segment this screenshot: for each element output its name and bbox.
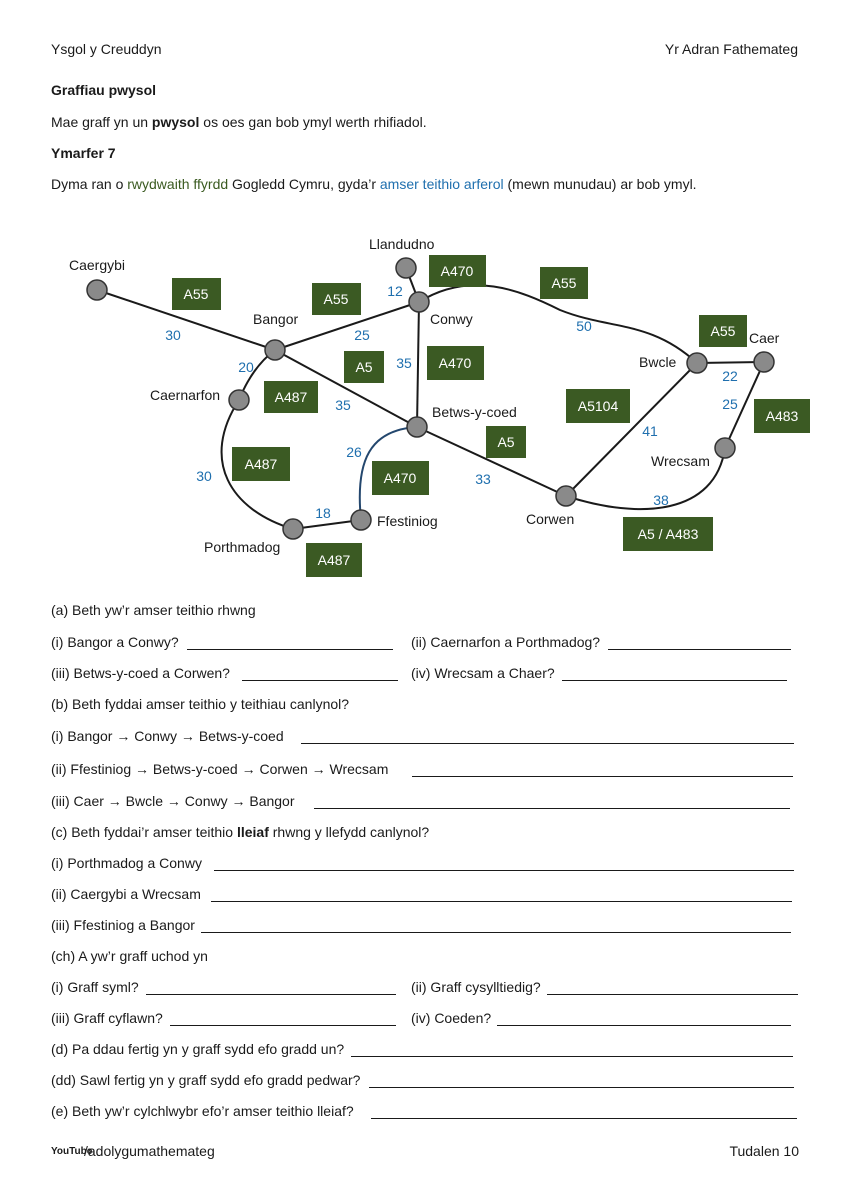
edge-weight: 35: [335, 397, 351, 413]
road-label: A487: [317, 552, 351, 568]
road-label: A487: [244, 456, 278, 472]
edge-weight: 30: [196, 468, 212, 484]
road-label: A5: [497, 434, 515, 450]
question-ch2: (ii) Graff cysylltiedig?: [411, 979, 541, 995]
question-c1: (i) Porthmadog a Conwy: [51, 855, 202, 871]
road-label: A487: [274, 389, 308, 405]
node-conwy: [409, 292, 429, 312]
question-a1: (i) Bangor a Conwy?: [51, 634, 179, 650]
node-corwen: [556, 486, 576, 506]
town-label: Bangor: [253, 311, 299, 327]
road-label: A470: [440, 263, 474, 279]
answer-line-b2[interactable]: [412, 776, 793, 777]
youtube-logo-icon: [51, 1142, 93, 1158]
edge-weight: 25: [354, 327, 370, 343]
edge-weight: 30: [165, 327, 181, 343]
road-label: A55: [551, 275, 577, 291]
question-a-title: (a) Beth yw’r amser teithio rhwng: [51, 602, 256, 618]
question-d: (d) Pa ddau fertig yn y graff sydd efo gradd un?: [51, 1041, 345, 1057]
town-label: Conwy: [430, 311, 473, 327]
edge-conwy-betws: [417, 302, 419, 427]
node-caer: [754, 352, 774, 372]
road-label: A470: [438, 355, 472, 371]
question-ch-title: (ch) A yw’r graff uchod yn: [51, 948, 208, 964]
edge-weight: 25: [722, 396, 738, 412]
question-ch4: (iv) Coeden?: [411, 1010, 492, 1026]
question-a2: (ii) Caernarfon a Porthmadog?: [411, 634, 601, 650]
node-ffestiniog: [351, 510, 371, 530]
edge-weight: 18: [315, 505, 331, 521]
question-dd: (dd) Sawl fertig yn y graff sydd efo gradd pedwar?: [51, 1072, 361, 1088]
department-name: Yr Adran Fathemateg: [664, 41, 798, 57]
town-label: Corwen: [526, 511, 575, 527]
node-caergybi: [87, 280, 107, 300]
answer-line-a1[interactable]: [187, 649, 393, 650]
edge-weight: 12: [387, 283, 403, 299]
road-label: A55: [323, 291, 349, 307]
node-betws: [407, 417, 427, 437]
question-a3: (iii) Betws-y-coed a Corwen?: [51, 665, 230, 681]
svg-text:YouTube: YouTube: [51, 1146, 93, 1157]
edge-weight: 22: [722, 368, 738, 384]
road-label: A5 / A483: [637, 526, 699, 542]
node-porthmadog: [283, 519, 303, 539]
node-bwcle: [687, 353, 707, 373]
exercise-title: Ymarfer 7: [51, 145, 116, 161]
question-b2: (ii) Ffestiniog → Betws-y-coed → Corwen → Wrecsam: [51, 761, 389, 777]
edge-weight: 20: [238, 359, 254, 375]
road-label: A470: [383, 470, 417, 486]
answer-line-c1[interactable]: [214, 870, 794, 871]
question-b-title: (b) Beth fyddai amser teithio y teithiau canlynol?: [51, 696, 350, 712]
page-number: Tudalen 10: [729, 1143, 799, 1159]
town-label: Betws-y-coed: [432, 404, 517, 420]
answer-line-ch3[interactable]: [170, 1025, 396, 1026]
node-bangor: [265, 340, 285, 360]
question-c2: (ii) Caergybi a Wrecsam: [51, 886, 201, 902]
road-label: A5104: [577, 398, 619, 414]
edge-weight: 41: [642, 423, 658, 439]
town-label: Ffestiniog: [377, 513, 438, 529]
answer-line-e[interactable]: [371, 1118, 797, 1119]
question-e: (e) Beth yw’r cylchlwybr efo’r amser teithio lleiaf?: [51, 1103, 354, 1119]
answer-line-a4[interactable]: [562, 680, 787, 681]
answer-line-c3[interactable]: [201, 932, 791, 933]
question-ch3: (iii) Graff cyflawn?: [51, 1010, 163, 1026]
answer-line-a3[interactable]: [242, 680, 398, 681]
edge-weight: 33: [475, 471, 491, 487]
road-label: A55: [710, 323, 736, 339]
node-caernarfon: [229, 390, 249, 410]
road-label: A55: [183, 286, 209, 302]
town-label: Caergybi: [69, 257, 126, 273]
town-label: Porthmadog: [204, 539, 281, 555]
map-description: Dyma ran o rwydwaith ffyrdd Gogledd Cymru, gyda’r amser teithio arferol (mewn munudau) ar bob ymyl.: [51, 176, 697, 192]
town-label: Llandudno: [369, 236, 435, 252]
question-a4: (iv) Wrecsam a Chaer?: [411, 665, 555, 681]
town-label: Caernarfon: [150, 387, 221, 403]
town-label: Bwcle: [639, 354, 677, 370]
answer-line-ch2[interactable]: [547, 994, 798, 995]
question-ch1: (i) Graff syml?: [51, 979, 139, 995]
node-llandudno: [396, 258, 416, 278]
answer-line-ch4[interactable]: [497, 1025, 791, 1026]
question-c3: (iii) Ffestiniog a Bangor: [51, 917, 195, 933]
youtube-channel: /adolygumathemateg: [84, 1143, 215, 1159]
answer-line-dd[interactable]: [369, 1087, 794, 1088]
edge-bwcle-corwen: [566, 363, 697, 496]
edge-weight: 35: [396, 355, 412, 371]
town-label: Wrecsam: [651, 453, 710, 469]
answer-line-ch1[interactable]: [146, 994, 396, 995]
edge-weight: 38: [653, 492, 669, 508]
road-label: A5: [355, 359, 373, 375]
answer-line-c2[interactable]: [211, 901, 792, 902]
edge-weight: 26: [346, 444, 362, 460]
school-name: Ysgol y Creuddyn: [51, 41, 162, 57]
answer-line-b3[interactable]: [314, 808, 790, 809]
edge-weight: 50: [576, 318, 592, 334]
section-title: Graffiau pwysol: [51, 82, 157, 98]
question-c-title: (c) Beth fyddai’r amser teithio lleiaf rhwng y llefydd canlynol?: [51, 824, 430, 840]
question-b3: (iii) Caer → Bwcle → Conwy → Bangor: [51, 793, 295, 809]
answer-line-b1[interactable]: [301, 743, 794, 744]
answer-line-a2[interactable]: [608, 649, 791, 650]
question-b1: (i) Bangor → Conwy → Betws-y-coed: [51, 728, 284, 744]
answer-line-d[interactable]: [351, 1056, 793, 1057]
road-label: A483: [765, 408, 799, 424]
node-wrecsam: [715, 438, 735, 458]
town-label: Caer: [749, 330, 780, 346]
intro-text: Mae graff yn un pwysol os oes gan bob ymyl werth rhifiadol.: [51, 114, 427, 130]
